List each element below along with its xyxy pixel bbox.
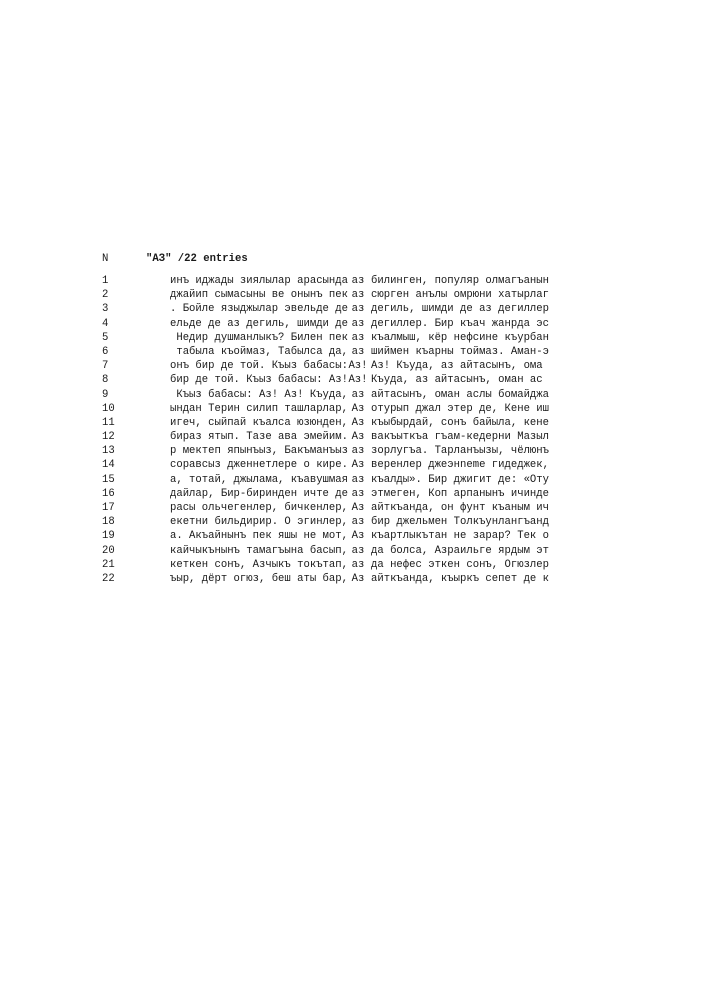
left-context: бираз ятып. Тазе ава эмейим. <box>169 431 348 444</box>
right-context: билинген, популяр олмагъанын <box>371 275 550 287</box>
concordance-row <box>102 487 576 501</box>
left-context: табыла къоймаз, Табылса да, <box>169 345 348 358</box>
keyword: аз <box>351 473 365 486</box>
right-context: сюрген анълы омрюни хатырлаг <box>371 289 550 302</box>
left-context: ъыр, дёрт огюз, беш аты бар, <box>169 572 348 585</box>
concordance-row <box>102 572 576 586</box>
left-context: дайлар, Бир-биринден ичте де <box>169 487 348 500</box>
concordance-row <box>102 302 576 316</box>
keyword: аз <box>351 345 365 358</box>
right-context: къыбырдай, сонъ байыла, кене <box>371 416 550 429</box>
left-context: екетни бильдирир. О эгинлер, <box>169 516 348 529</box>
entry-number: 20 <box>102 544 115 557</box>
right-context: къалмыш, кёр нефсине къурбан <box>371 331 550 344</box>
left-context: р мектеп япынъыз, Бакъманъыз <box>169 445 348 458</box>
right-context: дегиллер. Бир къач жанрда эс <box>371 317 550 330</box>
entry-number: 5 <box>102 331 109 344</box>
left-context: инъ иджады зиялылар арасында <box>169 275 348 287</box>
concordance-row <box>102 544 576 558</box>
right-context: дегиль, шимди де аз дегиллер <box>371 303 550 316</box>
left-context: а, тотай, джылама, къавушмая <box>169 473 348 486</box>
keyword: аз <box>351 275 365 287</box>
left-context: бир де той. Къыз бабасы: Аз! <box>169 374 348 387</box>
right-context: вакъыткъа гъам-кедерни Мазыл <box>371 431 550 444</box>
right-context: Къуда, аз айтасынъ, оман ас <box>371 374 543 387</box>
left-context: кеткен сонъ, Азчыкъ токътап, <box>169 558 348 571</box>
concordance-row <box>102 416 576 430</box>
entry-number: 2 <box>102 289 109 302</box>
entry-number: 6 <box>102 345 109 358</box>
concordance-row <box>102 359 576 373</box>
keyword: аз <box>351 303 365 316</box>
right-context: да нефес эткен сонъ, Огюзлер <box>371 558 550 571</box>
entry-number: 14 <box>102 459 115 472</box>
entry-number: 16 <box>102 487 115 500</box>
concordance-row <box>102 515 576 529</box>
left-context: джайип сымасыны ве онынъ пек <box>169 289 348 302</box>
right-context: айтасынъ, оман аслы бомайджа <box>371 388 550 401</box>
keyword: аз <box>351 544 365 557</box>
keyword: аз <box>351 487 365 500</box>
concordance-row <box>102 288 576 302</box>
entry-number: 8 <box>102 374 109 387</box>
concordance-row <box>102 331 576 345</box>
keyword: Аз! <box>348 360 368 373</box>
entry-number: 15 <box>102 473 115 486</box>
concordance-row <box>102 317 576 331</box>
right-context: да болса, Азраильге ярдым эт <box>371 544 550 557</box>
entry-number: 4 <box>102 317 109 330</box>
left-context: . Бойле языджылар эвельде де <box>169 303 348 316</box>
entry-number: 1 <box>102 275 109 287</box>
column-n-label: N <box>102 253 109 265</box>
right-context: зорлугъа. Тарланъызы, чёлюнъ <box>371 445 550 458</box>
entry-number: 22 <box>102 572 115 585</box>
concordance-row <box>102 458 576 472</box>
concordance-title: "АЗ" /22 entries <box>146 253 248 265</box>
entry-number: 11 <box>102 416 115 429</box>
entry-number: 17 <box>102 502 115 514</box>
keyword: Аз <box>351 502 365 514</box>
left-context: ындан Терин силип ташларлар, <box>169 402 348 415</box>
left-context: ельде де аз дегиль, шимди де <box>169 317 348 330</box>
keyword: аз <box>351 388 365 401</box>
entry-number: 19 <box>102 530 115 543</box>
keyword: Аз <box>351 572 365 585</box>
entry-number: 9 <box>102 388 109 401</box>
entry-number: 7 <box>102 360 109 373</box>
keyword: аз <box>351 331 365 344</box>
keyword: Аз! <box>348 374 368 387</box>
right-context: этмеген, Коп арпанынъ ичинде <box>371 487 550 500</box>
right-context: бир джельмен Толкъунлангъанд <box>371 516 550 529</box>
concordance-header <box>102 252 248 266</box>
left-context: игеч, сыйпай къалса юзюнден, <box>169 416 348 429</box>
left-context: соравсыз дженнетлере о кире. <box>169 459 348 472</box>
right-context: айткъанда, он фунт къаным ич <box>371 502 550 514</box>
right-context: къалды». Бир джигит де: «Оту <box>371 473 550 486</box>
entry-number: 12 <box>102 431 115 444</box>
entry-number: 13 <box>102 445 115 458</box>
concordance-row <box>102 473 576 487</box>
concordance-row <box>102 501 576 515</box>
right-context: Аз! Къуда, аз айтасынъ, ома <box>371 360 543 373</box>
keyword: Аз <box>351 530 365 543</box>
concordance-row <box>102 430 576 444</box>
concordance-row <box>102 274 576 288</box>
right-context: веренлер джеэнneme гидеджек, <box>371 459 550 472</box>
keyword: аз <box>351 558 365 571</box>
concordance-row <box>102 402 576 416</box>
right-context: айткъанда, къыркъ сепет де к <box>371 572 550 585</box>
keyword: аз <box>351 516 365 529</box>
left-context: а. Акъайнынъ пек яшы не мот, <box>169 530 348 543</box>
concordance-list <box>102 274 576 586</box>
keyword: аз <box>351 317 365 330</box>
right-context: отурып джал этер де, Кене иш <box>371 402 550 415</box>
left-context: Къыз бабасы: Аз! Аз! Къуда, <box>169 388 348 401</box>
concordance-row <box>102 529 576 543</box>
keyword: Аз <box>351 402 365 415</box>
concordance-row <box>102 444 576 458</box>
keyword: аз <box>351 289 365 302</box>
keyword: Аз <box>351 431 365 444</box>
left-context: Недир душманлыкъ? Билен пек <box>169 331 348 344</box>
keyword: аз <box>351 445 365 458</box>
concordance-row <box>102 558 576 572</box>
entry-number: 21 <box>102 558 115 571</box>
concordance-row <box>102 345 576 359</box>
keyword: Аз <box>351 459 365 472</box>
entry-number: 18 <box>102 516 115 529</box>
keyword: Аз <box>351 416 365 429</box>
left-context: онъ бир де той. Къыз бабасы: <box>169 360 348 373</box>
left-context: кайчыкънынъ тамагъына басып, <box>169 544 348 557</box>
entry-number: 3 <box>102 303 109 316</box>
concordance-row <box>102 373 576 387</box>
right-context: шиймен къарны тоймаз. Аман-э <box>371 345 550 358</box>
left-context: расы ольчегенлер, бичкенлер, <box>169 502 348 514</box>
concordance-row <box>102 388 576 402</box>
right-context: къартлыкътан не зарар? Тек о <box>371 530 550 543</box>
entry-number: 10 <box>102 402 115 415</box>
